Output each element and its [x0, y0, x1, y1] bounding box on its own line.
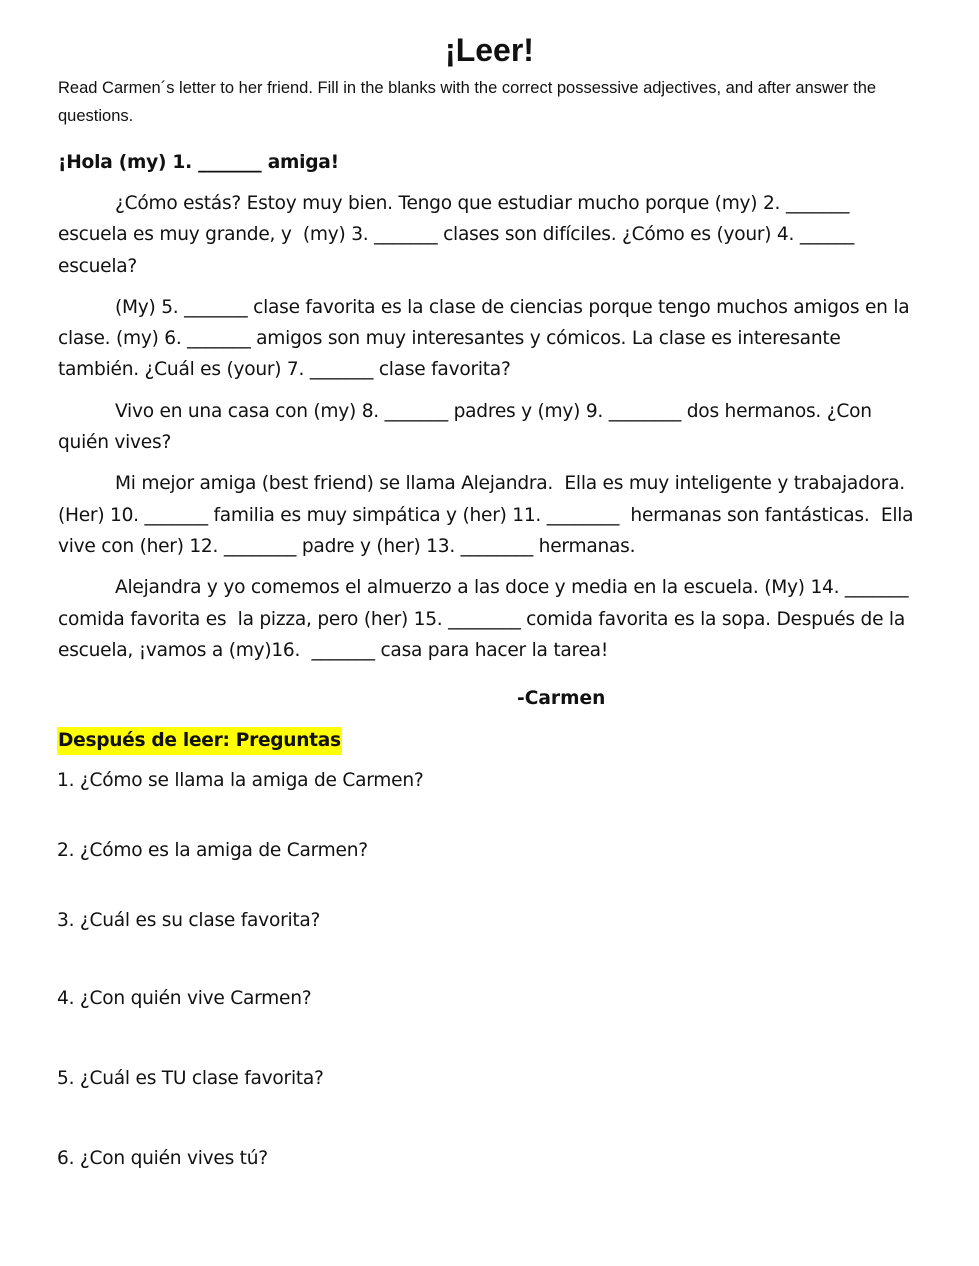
letter-greeting: ¡Hola (my) 1. _______ amiga! [58, 152, 339, 173]
letter-body [58, 148, 920, 676]
letter-paragraph-3: Vivo en una casa con (my) 8. _______ padres y (my) 9. ________ dos hermanos. ¿Con quién vives? [58, 400, 878, 454]
letter-signature: -Carmen [517, 688, 606, 709]
page-title: ¡Leer! [445, 32, 534, 68]
letter-paragraph-4: Mi mejor amiga (best friend) se llama Alejandra. Ella es muy inteligente y trabajadora. (Her) 10. _______ familia es muy simpática y (her) 11. ________ hermanas son fantásticas. Ella vive con (her) 12. ________ padre y (her) 13. ________ hermanas. [58, 473, 919, 557]
instructions-text: Read Carmen´s letter to her friend. Fill in the blanks with the correct possessive adjectives, and after answer the questions. [58, 79, 877, 125]
question-item: 1. ¿Cómo se llama la amiga de Carmen? [57, 770, 424, 791]
question-item: 5. ¿Cuál es TU clase favorita? [57, 1068, 324, 1089]
letter-paragraph-1: ¿Cómo estás? Estoy muy bien. Tengo que estudiar mucho porque (my) 2. _______ escuela es muy grande, y (my) 3. _______ clases son difíciles. ¿Cómo es (your) 4. ______ escuela? [58, 193, 860, 277]
question-item: 2. ¿Cómo es la amiga de Carmen? [57, 840, 368, 861]
question-item: 4. ¿Con quién vive Carmen? [57, 988, 312, 1009]
letter-paragraph-5: Alejandra y yo comemos el almuerzo a las doce y media en la escuela. (My) 14. _______ comida favorita es la pizza, pero (her) 15. ________ comida favorita es la sopa. Después de la escuela, ¡vamos a (my)16. _______ casa para hacer la tarea! [58, 577, 914, 661]
questions-heading: Después de leer: Preguntas [57, 727, 342, 755]
question-item: 6. ¿Con quién vives tú? [57, 1148, 268, 1169]
question-item: 3. ¿Cuál es su clase favorita? [57, 910, 321, 931]
letter-paragraph-2: (My) 5. _______ clase favorita es la clase de ciencias porque tengo muchos amigos en la clase. (my) 6. _______ amigos son muy interesantes y cómicos. La clase es interesante también. ¿Cuál es (your) 7. _______ clase favorita? [58, 296, 916, 381]
